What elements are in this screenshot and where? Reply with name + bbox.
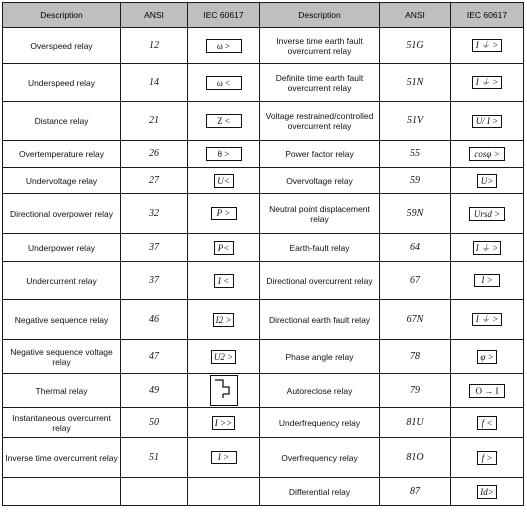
header-ansi-right: ANSI bbox=[380, 3, 451, 28]
ansi-code-cell: 21 bbox=[121, 102, 188, 141]
description-cell: Inverse time overcurrent relay bbox=[3, 438, 121, 478]
description-cell: Directional overpower relay bbox=[3, 194, 121, 234]
description-cell: Thermal relay bbox=[3, 374, 121, 408]
distance-symbol: Z < bbox=[206, 114, 242, 128]
ansi-code-cell: 51N bbox=[380, 64, 451, 102]
description-cell: Distance relay bbox=[3, 102, 121, 141]
ansi-code-cell: 37 bbox=[121, 234, 188, 262]
iec-symbol-cell bbox=[451, 28, 524, 64]
iec-symbol-cell bbox=[451, 438, 524, 478]
directional-overcurrent-symbol: I > bbox=[474, 274, 500, 287]
description-cell: Overspeed relay bbox=[3, 28, 121, 64]
description-cell: Directional overcurrent relay bbox=[260, 262, 380, 300]
undervoltage-symbol: U< bbox=[214, 174, 234, 188]
overtemperature-symbol: θ > bbox=[206, 147, 242, 161]
iec-symbol-cell bbox=[188, 102, 260, 141]
header-ansi-left: ANSI bbox=[121, 3, 188, 28]
earth-fault-symbol: I ⏚ > bbox=[473, 241, 502, 255]
ansi-code-cell: 12 bbox=[121, 28, 188, 64]
iec-symbol-cell bbox=[188, 374, 260, 408]
iec-symbol-cell bbox=[451, 102, 524, 141]
underfrequency-symbol: f < bbox=[477, 416, 497, 430]
overspeed-symbol: ω > bbox=[206, 39, 242, 53]
ansi-code-cell: 81O bbox=[380, 438, 451, 478]
thermal-symbol bbox=[210, 375, 238, 406]
definite-time-earth-fault-symbol: I ⏚ > bbox=[472, 76, 503, 89]
iec-symbol-cell bbox=[188, 168, 260, 194]
iec-symbol-cell bbox=[188, 141, 260, 168]
iec-symbol-cell bbox=[188, 300, 260, 340]
iec-symbol-cell bbox=[188, 262, 260, 300]
header-description-right: Description bbox=[260, 3, 380, 28]
description-cell: Negative sequence voltage relay bbox=[3, 340, 121, 374]
voltage-restrained-symbol: U/ I > bbox=[472, 115, 503, 128]
ansi-code-cell: 32 bbox=[121, 194, 188, 234]
ansi-code-cell: 14 bbox=[121, 64, 188, 102]
iec-symbol-cell bbox=[451, 194, 524, 234]
iec-symbol-cell bbox=[451, 262, 524, 300]
ansi-code-cell: 47 bbox=[121, 340, 188, 374]
ansi-code-cell: 55 bbox=[380, 141, 451, 168]
ansi-code-cell: 78 bbox=[380, 340, 451, 374]
table-row bbox=[3, 194, 524, 234]
inverse-time-overcurrent-symbol: I > bbox=[211, 451, 237, 464]
ansi-code-cell: 50 bbox=[121, 408, 188, 438]
iec-symbol-cell bbox=[188, 64, 260, 102]
iec-symbol-cell bbox=[451, 340, 524, 374]
description-cell: Inverse time earth fault overcurrent relay bbox=[260, 28, 380, 64]
iec-symbol-cell bbox=[188, 194, 260, 234]
table-row bbox=[3, 234, 524, 262]
table-row bbox=[3, 438, 524, 478]
header-iec-right: IEC 60617 bbox=[451, 3, 524, 28]
negative-sequence-voltage-symbol: U2 > bbox=[211, 350, 236, 364]
description-cell: Negative sequence relay bbox=[3, 300, 121, 340]
ansi-code-cell: 51 bbox=[121, 438, 188, 478]
thermal-icon bbox=[211, 376, 237, 402]
ansi-code-cell: 81U bbox=[380, 408, 451, 438]
table-row bbox=[3, 102, 524, 141]
iec-symbol-cell bbox=[188, 478, 260, 506]
ansi-code-cell: 59N bbox=[380, 194, 451, 234]
iec-symbol-cell bbox=[451, 300, 524, 340]
ansi-code-cell: 64 bbox=[380, 234, 451, 262]
underpower-symbol: P< bbox=[214, 241, 234, 255]
overvoltage-symbol: U> bbox=[477, 174, 497, 188]
description-cell: Underspeed relay bbox=[3, 64, 121, 102]
description-cell: Directional earth fault relay bbox=[260, 300, 380, 340]
description-cell: Autoreclose relay bbox=[260, 374, 380, 408]
header-description-left: Description bbox=[3, 3, 121, 28]
description-cell: Definite time earth fault overcurrent relay bbox=[260, 64, 380, 102]
table-row bbox=[3, 262, 524, 300]
ansi-code-cell: 87 bbox=[380, 478, 451, 506]
neutral-displacement-symbol: Ursd > bbox=[469, 207, 505, 221]
iec-symbol-cell bbox=[188, 340, 260, 374]
ansi-code-cell: 49 bbox=[121, 374, 188, 408]
negative-sequence-symbol: I2 > bbox=[213, 313, 235, 327]
ansi-code-cell: 46 bbox=[121, 300, 188, 340]
table-row bbox=[3, 408, 524, 438]
iec-symbol-cell bbox=[451, 64, 524, 102]
inverse-time-earth-fault-symbol: I ⏚ > bbox=[472, 39, 503, 52]
iec-symbol-cell bbox=[451, 374, 524, 408]
description-cell: Neutral point displacement relay bbox=[260, 194, 380, 234]
ansi-code-cell: 79 bbox=[380, 374, 451, 408]
directional-overpower-symbol: P > bbox=[211, 207, 237, 220]
iec-symbol-cell bbox=[188, 28, 260, 64]
ansi-code-cell: 26 bbox=[121, 141, 188, 168]
description-cell: Underpower relay bbox=[3, 234, 121, 262]
power-factor-symbol: cosφ > bbox=[469, 147, 505, 161]
description-cell: Undervoltage relay bbox=[3, 168, 121, 194]
iec-symbol-cell bbox=[451, 478, 524, 506]
description-cell bbox=[3, 478, 121, 506]
description-cell: Phase angle relay bbox=[260, 340, 380, 374]
table-row bbox=[3, 478, 524, 506]
ansi-code-cell: 59 bbox=[380, 168, 451, 194]
table-row bbox=[3, 141, 524, 168]
ansi-code-cell: 67N bbox=[380, 300, 451, 340]
iec-symbol-cell bbox=[451, 234, 524, 262]
table-row bbox=[3, 374, 524, 408]
undercurrent-symbol: I < bbox=[214, 274, 234, 288]
ansi-code-cell: 37 bbox=[121, 262, 188, 300]
ansi-code-cell bbox=[121, 478, 188, 506]
description-cell: Overfrequency relay bbox=[260, 438, 380, 478]
description-cell: Power factor relay bbox=[260, 141, 380, 168]
ansi-code-cell: 67 bbox=[380, 262, 451, 300]
instantaneous-overcurrent-symbol: I >> bbox=[212, 416, 235, 430]
iec-symbol-cell bbox=[451, 408, 524, 438]
description-cell: Instantaneous overcurrent relay bbox=[3, 408, 121, 438]
phase-angle-symbol: φ > bbox=[477, 350, 497, 364]
header-row bbox=[3, 3, 524, 28]
overfrequency-symbol: f > bbox=[477, 451, 497, 465]
iec-symbol-cell bbox=[188, 438, 260, 478]
underspeed-symbol: ω < bbox=[206, 76, 242, 90]
ansi-code-cell: 51G bbox=[380, 28, 451, 64]
differential-symbol: Id> bbox=[477, 485, 497, 499]
description-cell: Earth-fault relay bbox=[260, 234, 380, 262]
description-cell: Voltage restrained/controlled overcurrent relay bbox=[260, 102, 380, 141]
description-cell: Underfrequency relay bbox=[260, 408, 380, 438]
description-cell: Overtemperature relay bbox=[3, 141, 121, 168]
iec-symbol-cell bbox=[188, 234, 260, 262]
ansi-code-cell: 51V bbox=[380, 102, 451, 141]
ansi-code-cell: 27 bbox=[121, 168, 188, 194]
iec-symbol-cell bbox=[451, 168, 524, 194]
autoreclose-symbol: O → I bbox=[469, 384, 505, 398]
table-row bbox=[3, 300, 524, 340]
iec-symbol-cell bbox=[451, 141, 524, 168]
table-row bbox=[3, 64, 524, 102]
table-row bbox=[3, 28, 524, 64]
description-cell: Differential relay bbox=[260, 478, 380, 506]
directional-earth-fault-symbol: I ⏚ > bbox=[472, 313, 503, 326]
header-iec-left: IEC 60617 bbox=[188, 3, 260, 28]
iec-symbol-cell bbox=[188, 408, 260, 438]
description-cell: Overvoltage relay bbox=[260, 168, 380, 194]
table-row bbox=[3, 168, 524, 194]
description-cell: Undercurrent relay bbox=[3, 262, 121, 300]
relay-symbol-table bbox=[2, 2, 524, 506]
table-row bbox=[3, 340, 524, 374]
